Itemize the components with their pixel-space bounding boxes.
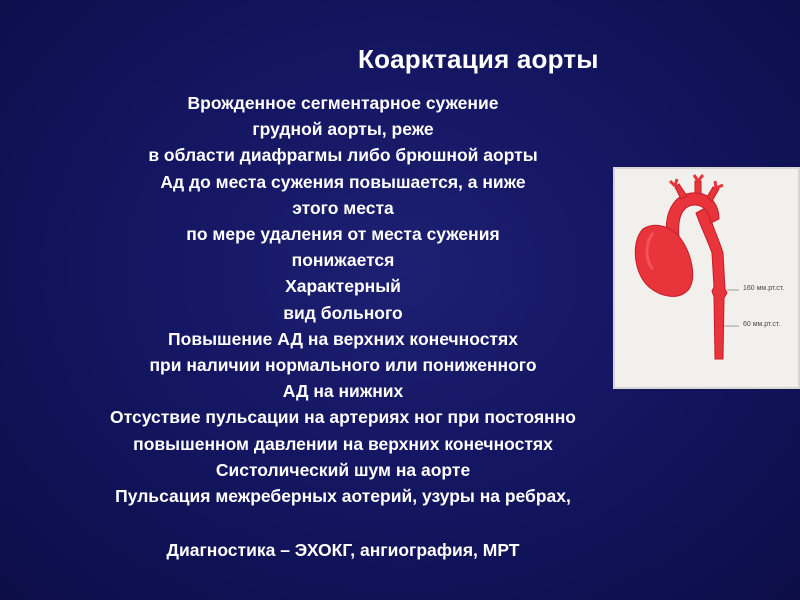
- body-line: вид больного: [283, 302, 403, 323]
- body-line: повышенном давлении на верхних конечностях: [133, 433, 553, 454]
- body-line: Врожденное сегментарное сужение: [187, 93, 499, 113]
- body-line: Пульсация межреберных аотерий, узуры на ребрах,: [115, 486, 571, 507]
- body-line: понижается: [291, 250, 395, 271]
- heart-aorta-icon: [615, 169, 798, 387]
- body-line: Повышение АД на верхних конечностях: [168, 328, 518, 349]
- pressure-label-upper: 160 мм.рт.ст.: [743, 285, 785, 292]
- diagnostics-line: Диагностика – ЭХОКГ, ангиография, МРТ: [166, 540, 520, 560]
- body-line: по мере удаления от места сужения: [186, 224, 500, 245]
- body-line: Ад до места сужения повышается, а ниже: [160, 171, 526, 192]
- body-line: Систолический шум на аорте: [215, 459, 471, 480]
- body-line: грудной аорты, реже: [252, 119, 434, 140]
- body-line: при наличии нормального или пониженного: [149, 355, 537, 376]
- body-line: АД на нижних: [282, 381, 404, 402]
- body-line: Отсуствие пульсации на артериях ног при постоянно: [110, 407, 576, 428]
- body-line: в области диафрагмы либо брюшной аорты: [148, 145, 538, 166]
- body-line: этого места: [292, 197, 394, 218]
- body-line: Характерный: [285, 276, 401, 297]
- slide-body: [0, 90, 686, 509]
- slide-title: Коарктация аорты: [358, 44, 599, 74]
- pressure-label-lower: 60 мм.рт.ст.: [743, 321, 781, 328]
- aorta-illustration: [613, 167, 800, 389]
